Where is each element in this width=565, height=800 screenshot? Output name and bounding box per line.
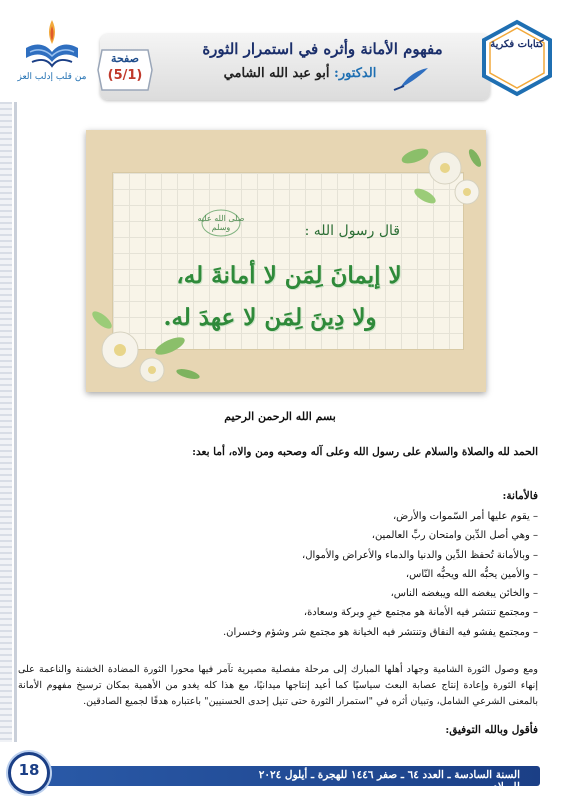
author-prefix: الدكتور: (334, 66, 377, 81)
category-badge-icon (478, 18, 556, 98)
pbuh-text: صلى الله عليه وسلم (197, 214, 245, 232)
list-item: – والأمين يحبُّه الله ويحبُّه النّاس، (405, 568, 538, 580)
left-decorative-stripe (0, 102, 12, 742)
quill-pen-icon (392, 64, 432, 92)
author-name: أبو عبد الله الشامي (223, 66, 330, 81)
book-logo-icon (22, 14, 82, 69)
list-item: – ومجتمع تنتشر فيه الأمانة هو مجتمع خيرٍ وبركة وسعادة، (303, 607, 538, 619)
logo-tagline: من قلب إدلب العز (17, 72, 87, 82)
amana-heading: فالأمانة: (502, 490, 538, 502)
page-indicator (96, 46, 154, 94)
list-item: – يقوم عليها أمر السّموات والأرض، (392, 511, 538, 522)
closing-line: فأقول وبالله التوفيق: (445, 724, 538, 736)
flowers-decoration-icon (375, 138, 485, 228)
quote-intro: قال رسول الله : (304, 223, 400, 239)
amana-points-list (30, 507, 538, 642)
quote-line-1: لا إيمانَ لِمَن لا أمانةَ له، (176, 262, 402, 289)
left-decorative-line (14, 102, 17, 742)
category-badge-label: كتابات فكرية (490, 39, 544, 50)
list-item: – وبالأمانة تُحفظ الدِّين والدنيا والدماء والأعراض والأموال، (302, 549, 538, 561)
body-paragraph: ومع وصول الثورة الشامية وجهاد أهلها المبارك إلى مرحلة مفصلية مصيرية تآمر فيها محورا الثورة المضادة الخشنة والناعمة على إنهاء الثورة وإعادة إنتاج عصابة البعث سياسيًا كما أعيد إنتاجها ميدانيًا، مع هذا كله يغدو من الأهمية بمكان ترسيخ مفهوم الأمانة بالمعنى الشرعي الشامل، وتبيان أثره في "استمرار الثورة حتى تنيل إحدى الحسنيين" باعتباره هدفًا لجميع الصادقين. (18, 664, 538, 707)
list-item: – ومجتمع يفشو فيه النفاق وتنتشر فيه الخيانة هو مجتمع شر وشؤم وخسران. (222, 626, 538, 638)
list-item: – وهي أصل الدِّين وامتحان ربِّ العالمين، (371, 530, 538, 542)
quote-line-2: ولا دِينَ لِمَن لا عهدَ له. (163, 304, 377, 331)
basmala: بسم الله الرحمن الرحيم (224, 410, 336, 423)
article-title: مفهوم الأمانة وأثره في استمرار الثورة (202, 40, 443, 58)
article-author (170, 66, 430, 81)
page-count: (5/1) (107, 68, 143, 83)
issue-info: السنة السادسة ـ العدد ٦٤ ـ صفر ١٤٤٦ للهجرة ـ أيلول ٢٠٢٤ للميلاد (258, 769, 520, 793)
page-number: 18 (18, 761, 40, 779)
magazine-logo (8, 10, 96, 100)
opening-praise: الحمد لله والصلاة والسلام على رسول الله وعلى آله وصحبه ومن والاه، أما بعد: (192, 446, 538, 458)
list-item: – والخائن يبغضه الله ويبغضه الناس، (390, 588, 538, 600)
page-word: صفحة (111, 52, 139, 65)
